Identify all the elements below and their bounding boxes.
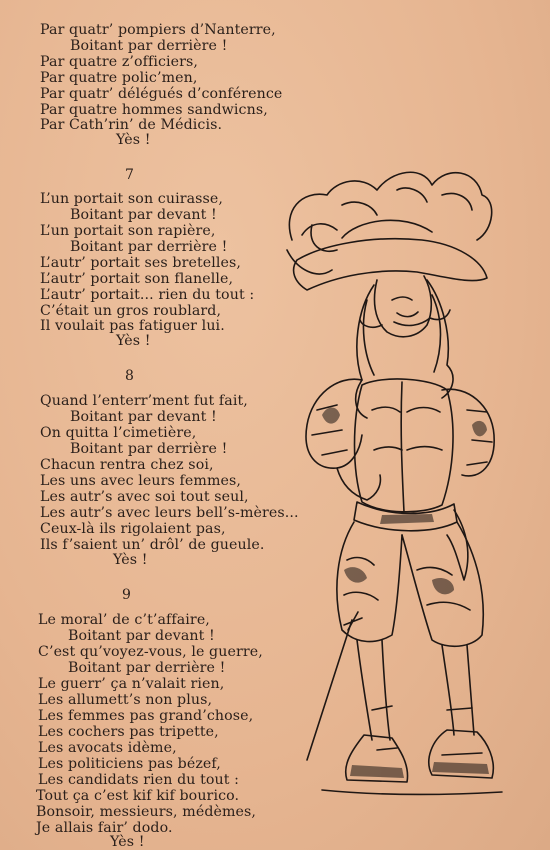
refrain-line: Boitant par derrière ! — [68, 660, 226, 676]
verse-line: Tout ça c’est kif kif bourico. — [36, 788, 240, 804]
refrain-line: Boitant par derrière ! — [70, 239, 228, 255]
verse-line: Par quatre z’officiers, — [40, 54, 199, 70]
verse-line: L’un portait son rapière, — [40, 223, 216, 239]
verse-line: L’autr’ portait... rien du tout : — [40, 287, 255, 303]
verse-line: Par quatr’ pompiers d’Nanterre, — [40, 22, 276, 38]
verse-line: Par Cath’rin’ de Médicis. — [40, 117, 223, 133]
verse-line: Les avocats idème, — [38, 740, 177, 756]
stanza-number: 7 — [125, 167, 135, 183]
verse-line: Il voulait pas fatiguer lui. — [40, 318, 225, 334]
verse-line: Les cochers pas tripette, — [38, 724, 219, 740]
musketeer-illustration — [282, 150, 522, 800]
verse-line: On quitta l’cimetière, — [40, 425, 197, 441]
refrain-line: Boitant par devant ! — [70, 409, 217, 425]
verse-line: Les allumett’s non plus, — [38, 692, 213, 708]
verse-line: Les uns avec leurs femmes, — [40, 473, 241, 489]
verse-line: Chacun rentra chez soi, — [40, 457, 214, 473]
verse-line: Les autr’s avec soi tout seul, — [40, 489, 249, 505]
verse-line: Le guerr’ ça n’valait rien, — [38, 676, 225, 692]
yes-line: Yès ! — [116, 132, 151, 148]
verse-line: Par quatr’ délégués d’conférence — [40, 86, 283, 102]
verse-line: Ils f’saient un’ drôl’ de gueule. — [40, 537, 265, 553]
refrain-line: Boitant par devant ! — [68, 628, 215, 644]
verse-line: Quand l’enterr’ment fut fait, — [40, 393, 248, 409]
yes-line: Yès ! — [113, 552, 148, 568]
verse-line: L’autr’ portait ses bretelles, — [40, 255, 242, 271]
refrain-line: Boitant par derrière ! — [70, 38, 228, 54]
verse-line: Bonsoir, messieurs, médèmes, — [36, 804, 257, 820]
verse-line: Par quatre polic’men, — [40, 70, 198, 86]
verse-line: Je allais fair’ dodo. — [36, 820, 173, 836]
stanza-number: 8 — [125, 368, 135, 384]
refrain-line: Boitant par devant ! — [70, 207, 217, 223]
verse-line: Les politiciens pas bézef, — [38, 756, 221, 772]
verse-line: L’autr’ portait son flanelle, — [40, 271, 234, 287]
verse-line: C’est qu’voyez-vous, le guerre, — [38, 644, 263, 660]
verse-line: Ceux-là ils rigolaient pas, — [40, 521, 226, 537]
verse-line: Les candidats rien du tout : — [38, 772, 240, 788]
yes-line: Yès ! — [110, 834, 145, 850]
verse-line: Par quatre hommes sandwicns, — [40, 102, 268, 118]
yes-line: Yès ! — [116, 333, 151, 349]
verse-line: C’était un gros roublard, — [40, 303, 222, 319]
stanza-number: 9 — [122, 587, 132, 603]
verse-line: L’un portait son cuirasse, — [40, 191, 224, 207]
verse-line: Le moral’ de c’t’affaire, — [38, 612, 210, 628]
musketeer-drawing — [282, 150, 522, 800]
verse-line: Les femmes pas grand’chose, — [38, 708, 254, 724]
verse-line: Les autr’s avec leurs bell’s-mères... — [40, 505, 299, 521]
refrain-line: Boitant par derrière ! — [70, 441, 228, 457]
